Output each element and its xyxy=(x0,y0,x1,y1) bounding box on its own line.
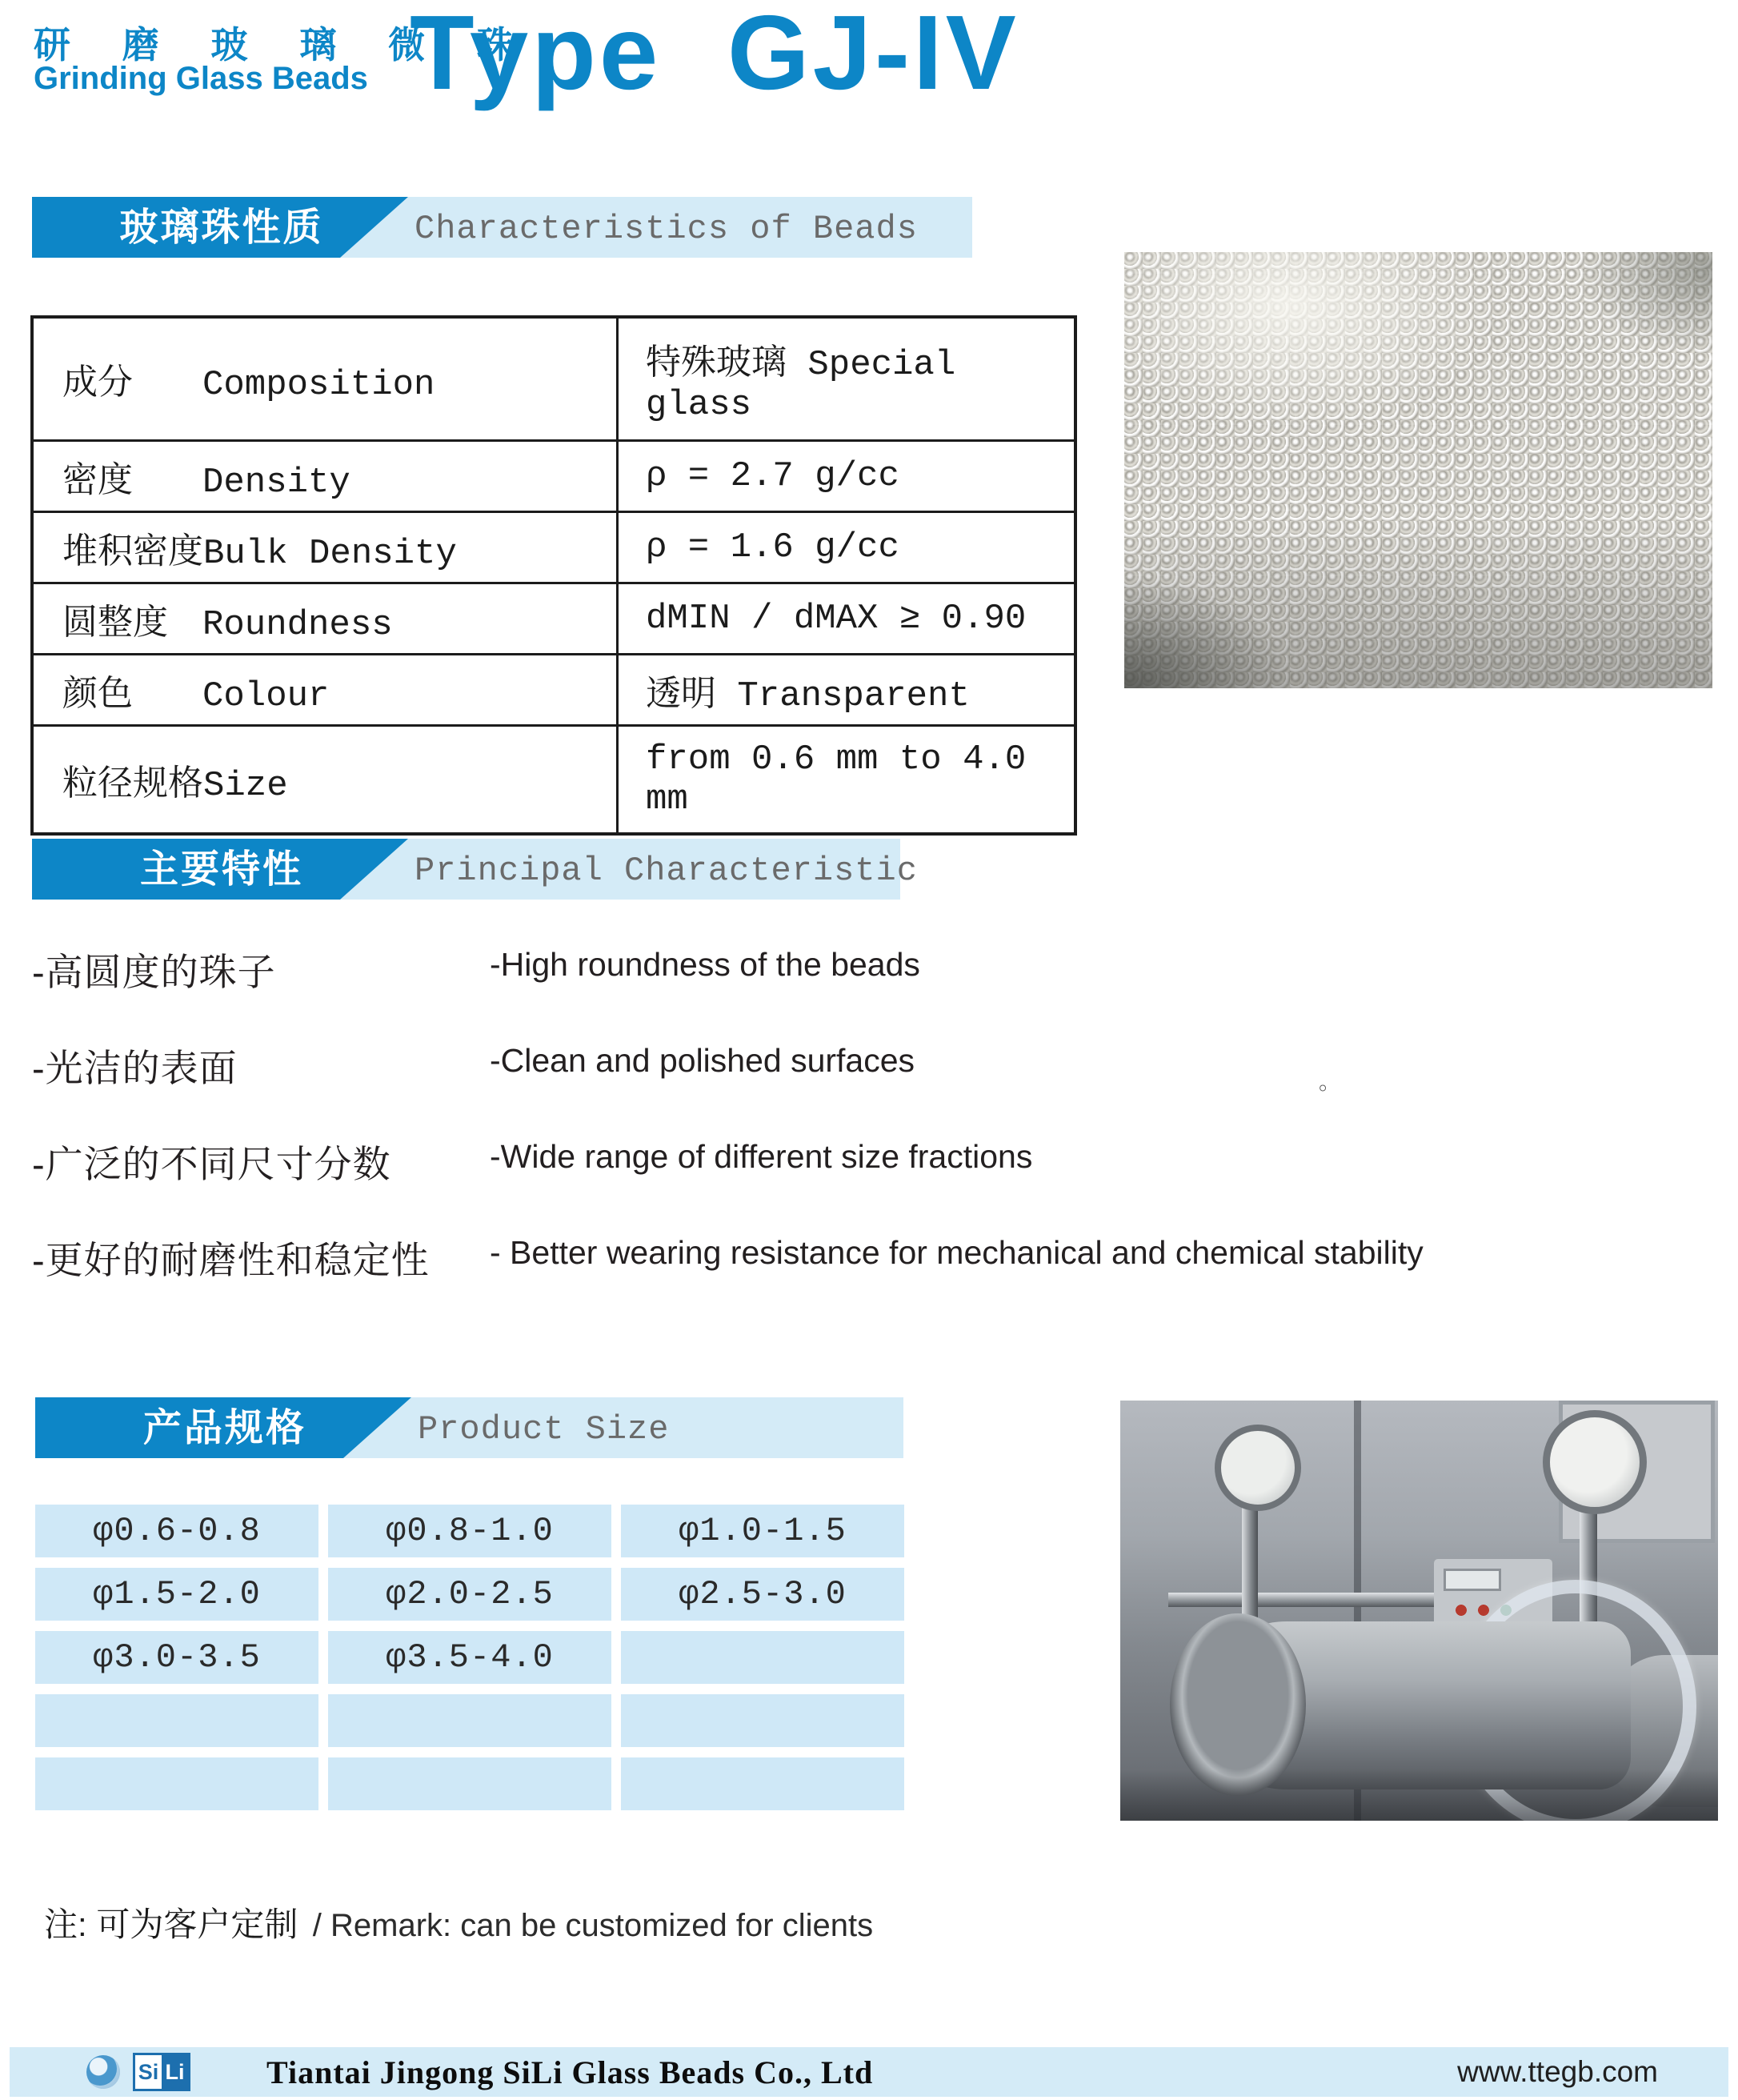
vertical-pipe xyxy=(1242,1498,1258,1633)
table-row xyxy=(32,512,1075,583)
list-item-cn: -光洁的表面 xyxy=(32,1047,238,1089)
product-size-grid xyxy=(35,1505,904,1810)
row-label-en: Colour xyxy=(202,675,330,716)
stray-punctuation-mark: 。 xyxy=(1319,1069,1342,1094)
brand-title-chinese: 研 磨 玻 璃 微 珠 xyxy=(34,24,535,66)
table-row xyxy=(32,655,1075,726)
control-panel-display xyxy=(1444,1569,1501,1591)
list-item-cn: -更好的耐磨性和稳定性 xyxy=(32,1239,430,1281)
table-row xyxy=(32,726,1075,834)
section-header-product-size xyxy=(35,1397,903,1458)
table-row xyxy=(32,583,1075,655)
table-row xyxy=(32,317,1075,441)
row-value: ρ = 2.7 g/cc xyxy=(618,441,1076,512)
row-label-cn: 堆积密度 xyxy=(62,533,203,574)
bead-mill-machine-photo xyxy=(1120,1401,1718,1821)
section-header-principal xyxy=(32,839,918,900)
section-title-cn: 产品规格 xyxy=(142,1407,306,1449)
size-cell: φ1.0-1.5 xyxy=(621,1505,904,1557)
row-value: 特殊玻璃 Special glass xyxy=(618,317,1076,441)
size-cell xyxy=(35,1694,318,1747)
company-name: Tiantai Jingong SiLi Glass Beads Co., Ltd xyxy=(266,2054,874,2090)
section-title-en: Characteristics of Beads xyxy=(414,210,918,248)
size-cell: φ3.5-4.0 xyxy=(328,1631,611,1684)
remark-en: / Remark: can be customized for clients xyxy=(312,1908,874,1943)
size-cell: φ1.5-2.0 xyxy=(35,1568,318,1621)
size-cell xyxy=(621,1631,904,1684)
size-cell: φ2.5-3.0 xyxy=(621,1568,904,1621)
website-link[interactable]: www.ttegb.com xyxy=(1457,2055,1658,2088)
size-cell xyxy=(328,1694,611,1747)
size-cell: φ3.0-3.5 xyxy=(35,1631,318,1684)
list-item-en: -High roundness of the beads xyxy=(490,946,920,983)
floor-shadow xyxy=(1120,1769,1718,1821)
characteristics-table xyxy=(30,315,1077,836)
size-cell: φ0.6-0.8 xyxy=(35,1505,318,1557)
section-title-cn: 主要特性 xyxy=(139,848,303,891)
section-header-characteristics xyxy=(32,197,972,258)
size-cell: φ0.8-1.0 xyxy=(328,1505,611,1557)
row-value: 透明 Transparent xyxy=(618,655,1076,726)
row-label-cn: 颜色 xyxy=(62,675,133,716)
pressure-gauge xyxy=(1543,1410,1647,1514)
section-title-cn: 玻璃珠性质 xyxy=(119,206,324,249)
row-value: ρ = 1.6 g/cc xyxy=(618,512,1076,583)
section-title-en: Principal Characteristic xyxy=(414,852,918,890)
sili-logo xyxy=(133,2053,190,2091)
row-label-cn: 粒径规格 xyxy=(62,765,203,806)
row-label-en: Composition xyxy=(202,365,435,406)
pressure-gauge xyxy=(1215,1425,1301,1511)
mill-tank-end-cap xyxy=(1170,1613,1306,1796)
glass-beads-photo xyxy=(1124,252,1712,688)
remark-cn: 注: 可为客户定制 xyxy=(44,1906,298,1943)
sili-logo-li: Li xyxy=(162,2055,188,2089)
row-label-cn: 圆整度 xyxy=(62,604,168,645)
list-item-en: -Clean and polished surfaces xyxy=(490,1042,915,1079)
brand-title-english: Grinding Glass Beads xyxy=(34,61,368,96)
row-label-en: Roundness xyxy=(202,604,393,645)
size-cell: φ2.0-2.5 xyxy=(328,1568,611,1621)
row-label-en: Density xyxy=(202,462,350,503)
row-label-en: Bulk Density xyxy=(203,533,457,574)
table-row xyxy=(32,441,1075,512)
list-item-cn: -高圆度的珠子 xyxy=(32,951,276,993)
row-value: dMIN / dMAX ≥ 0.90 xyxy=(618,583,1076,655)
row-label-cn: 密度 xyxy=(62,462,133,503)
row-value: from 0.6 mm to 4.0 mm xyxy=(618,726,1076,834)
size-cell xyxy=(621,1694,904,1747)
footer-bar xyxy=(10,2047,1728,2097)
list-item-cn: -广泛的不同尺寸分数 xyxy=(32,1143,391,1185)
section-title-en: Product Size xyxy=(418,1410,670,1449)
company-swirl-logo-icon xyxy=(86,2055,120,2089)
size-cell xyxy=(35,1757,318,1810)
size-cell xyxy=(621,1757,904,1810)
row-label-cn: 成分 xyxy=(62,365,133,406)
size-cell xyxy=(328,1757,611,1810)
sili-logo-si: Si xyxy=(135,2055,162,2089)
product-type-title: Type GJ-IV xyxy=(410,0,1019,111)
row-label-en: Size xyxy=(203,765,288,806)
remark-note xyxy=(44,1898,873,1946)
list-item-en: - Better wearing resistance for mechanical and chemical stability xyxy=(490,1234,1424,1271)
list-item-en: -Wide range of different size fractions xyxy=(490,1138,1033,1175)
